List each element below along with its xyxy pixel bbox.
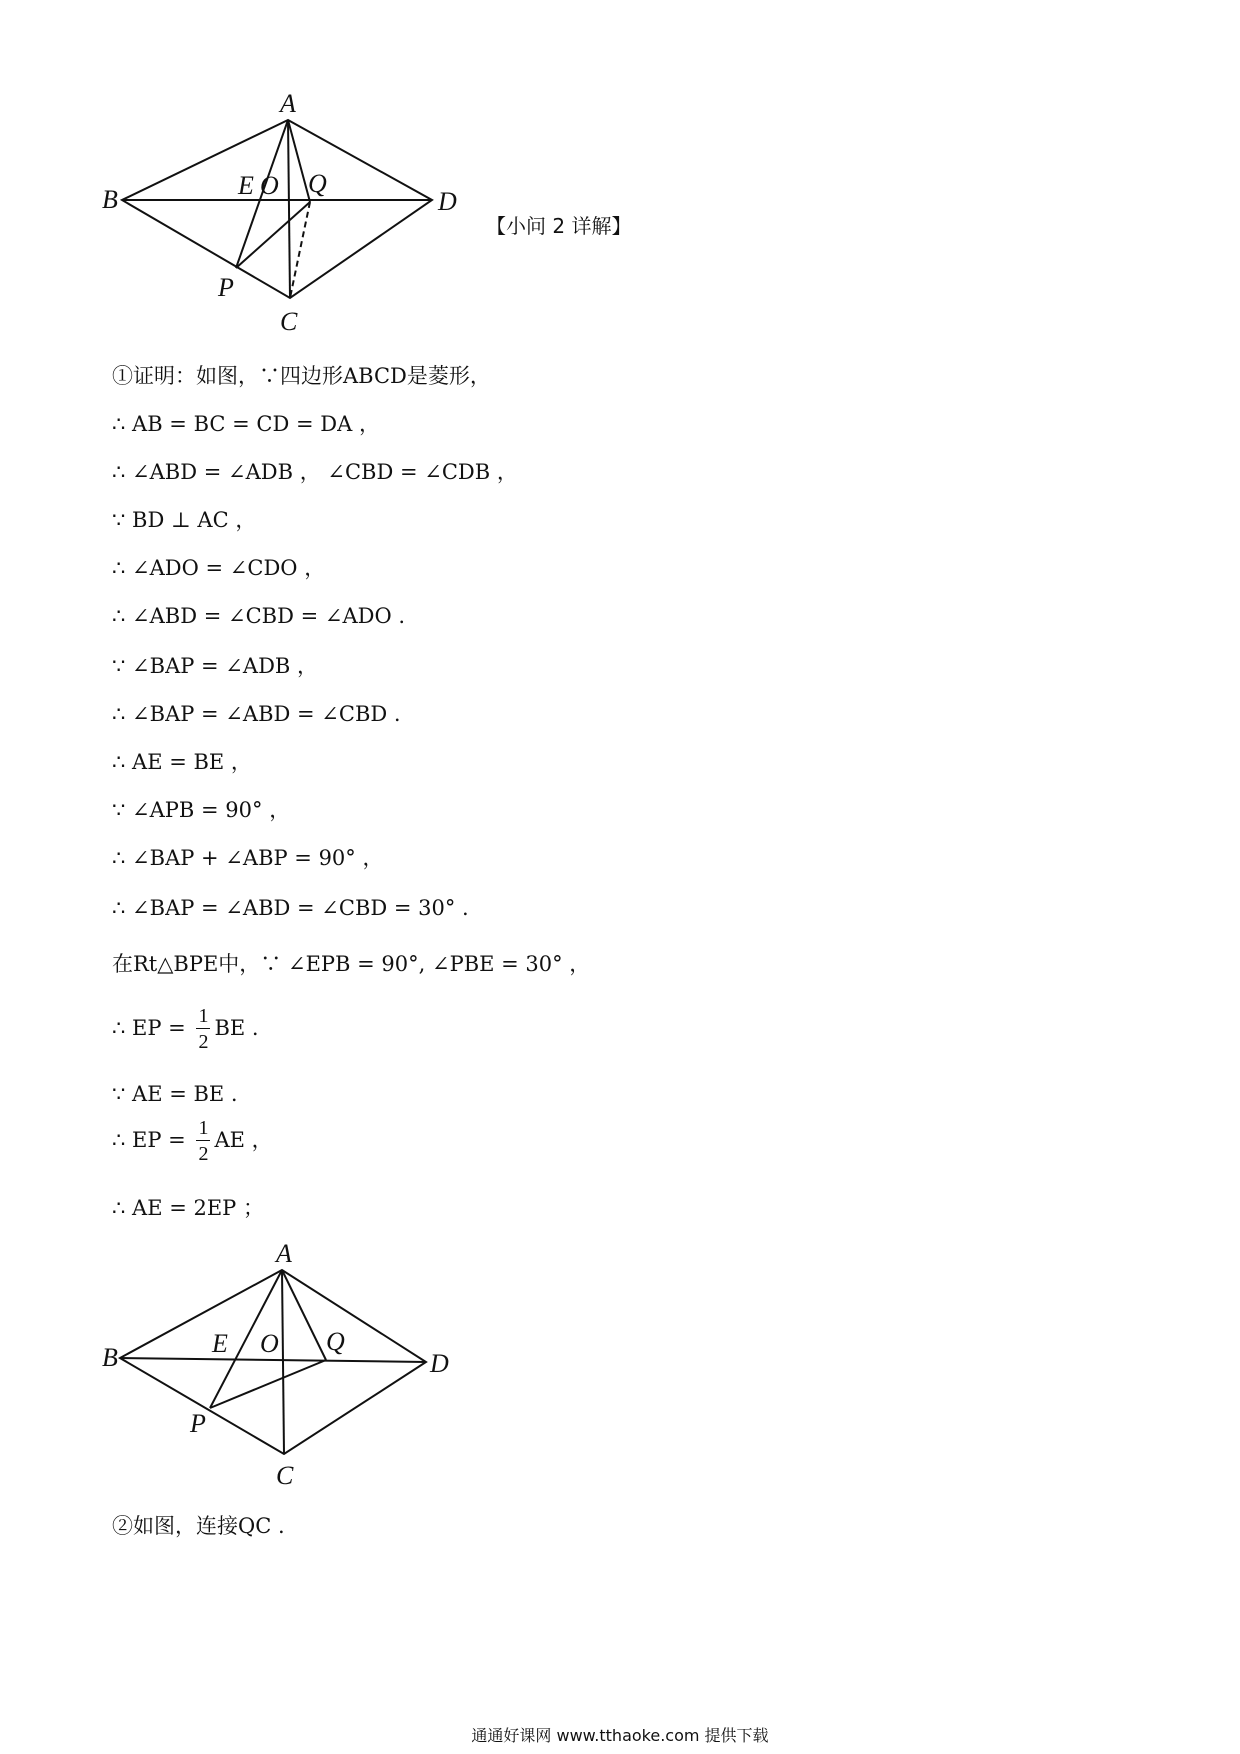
proof-line-12: ∴ ∠BAP = ∠ABD = ∠CBD = 30° .	[112, 896, 469, 920]
fraction-one-half	[196, 1006, 210, 1053]
section-heading: 【小问 2 详解】	[486, 214, 632, 238]
diagonal-ac	[282, 1270, 284, 1454]
fraction-numerator: 1	[198, 1005, 209, 1027]
proof-line-3: ∴ ∠ABD = ∠ADB ， ∠CBD = ∠CDB ，	[112, 460, 518, 484]
label-d: D	[438, 187, 457, 216]
proof-line-10: ∵ ∠APB = 90° ，	[112, 798, 291, 822]
label-d: D	[430, 1349, 449, 1378]
proof-line-1: ①证明：如图，∵四边形ABCD是菱形，	[112, 364, 491, 388]
proof-line-13: 在Rt△BPE中，∵ ∠EPB = 90°, ∠PBE = 30° ，	[112, 952, 591, 976]
proof-line-connect-qc: ②如图，连接QC .	[112, 1514, 285, 1538]
label-a: A	[280, 90, 296, 118]
page-footer: 通通好课网 www.tthaoke.com 提供下载	[471, 1726, 769, 1745]
proof-line-7: ∵ ∠BAP = ∠ADB ，	[112, 654, 319, 678]
proof-line-ae-2ep: ∴ AE = 2EP ；	[112, 1196, 264, 1220]
label-p: P	[190, 1409, 206, 1438]
proof-line-5: ∴ ∠ADO = ∠CDO ，	[112, 556, 326, 580]
proof-line-ae-be: ∵ AE = BE .	[112, 1082, 238, 1106]
label-q: Q	[326, 1327, 345, 1356]
label-b: B	[102, 1343, 118, 1372]
diagonal-bd	[120, 1358, 426, 1362]
fraction-line-ep-be	[112, 1006, 259, 1053]
fraction-denominator: 2	[198, 1031, 209, 1053]
proof-line-6: ∴ ∠ABD = ∠CBD = ∠ADO .	[112, 604, 406, 628]
proof-line-4: ∵ BD ⊥ AC ，	[112, 508, 257, 532]
label-q: Q	[308, 169, 327, 198]
fraction-line-ep-ae	[112, 1118, 273, 1165]
fraction-one-half	[196, 1118, 210, 1165]
label-e: E	[212, 1329, 228, 1358]
rhombus-abcd	[122, 120, 432, 298]
fraction-line-tail: AE ，	[214, 1128, 273, 1152]
label-c: C	[280, 307, 298, 336]
fraction-line-lead: ∴ EP =	[112, 1016, 193, 1040]
segment-pq	[210, 1360, 326, 1408]
label-p: P	[218, 273, 234, 302]
proof-line-9: ∴ AE = BE ，	[112, 750, 252, 774]
rhombus-figure-1	[100, 90, 470, 360]
proof-line-2: ∴ AB = BC = CD = DA ，	[112, 412, 380, 436]
fraction-numerator: 1	[198, 1117, 209, 1139]
diagonal-ac	[288, 120, 290, 298]
fraction-denominator: 2	[198, 1143, 209, 1165]
label-e: E	[238, 171, 254, 200]
fraction-line-tail: BE .	[214, 1016, 259, 1040]
rhombus-figure-2	[100, 1236, 470, 1496]
label-c: C	[276, 1461, 294, 1490]
segment-aq	[288, 120, 310, 202]
label-o: O	[260, 171, 279, 200]
proof-line-11: ∴ ∠BAP + ∠ABP = 90° ，	[112, 846, 384, 870]
label-o: O	[260, 1329, 279, 1358]
label-b: B	[102, 185, 118, 214]
fraction-line-lead: ∴ EP =	[112, 1128, 193, 1152]
label-a: A	[276, 1239, 292, 1268]
proof-line-8: ∴ ∠BAP = ∠ABD = ∠CBD .	[112, 702, 401, 726]
